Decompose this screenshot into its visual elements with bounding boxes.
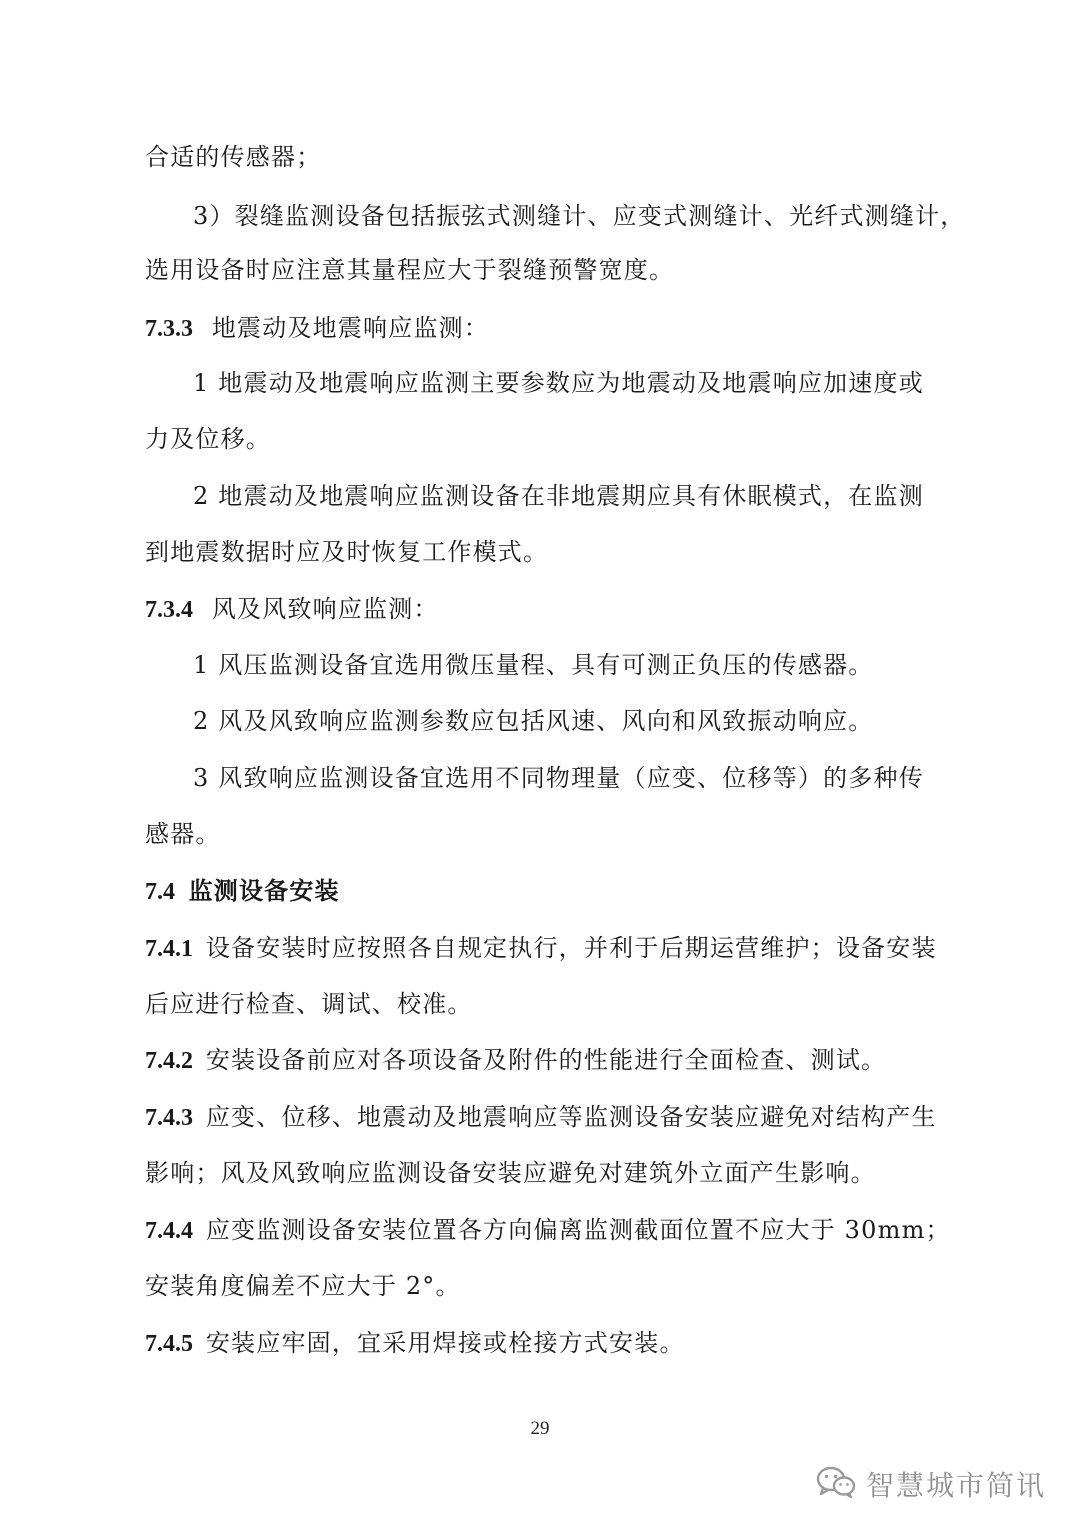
text-line: 感器。: [145, 820, 221, 848]
watermark-text: 智慧城市简讯: [865, 1469, 1046, 1502]
text-line: 1 地震动及地震响应监测主要参数应为地震动及地震响应加速度或: [193, 369, 924, 397]
text-line: 2 地震动及地震响应监测设备在非地震期应具有休眠模式，在监测: [193, 482, 924, 510]
text-line: 1 风压监测设备宜选用微压量程、具有可测正负压的传感器。: [193, 651, 874, 679]
text-line: 力及位移。: [145, 425, 271, 453]
clause-line: 7.4.3 应变、位移、地震动及地震响应等监测设备安装应避免对结构产生: [145, 1103, 937, 1131]
text-line: 3）裂缝监测设备包括振弦式测缝计、应变式测缝计、光纤式测缝计，: [193, 202, 966, 230]
text-line: 后应进行检查、调试、校准。: [145, 990, 473, 1018]
clause-number: 7.4.4: [145, 1218, 193, 1244]
clause-line: 7.4.4 应变监测设备安装位置各方向偏离监测截面位置不应大于 30mm；: [145, 1216, 951, 1244]
clause-heading: [145, 592, 945, 627]
text-line: 2 风及风致响应监测参数应包括风速、风向和风致振动响应。: [193, 707, 874, 735]
section-number: 7.4: [145, 879, 175, 905]
clause-line: 7.4.1 设备安装时应按照各自规定执行，并利于后期运营维护；设备安装: [145, 934, 937, 962]
text-line: 到地震数据时应及时恢复工作模式。: [145, 538, 549, 566]
clause-number: 7.3.3: [145, 316, 193, 342]
wechat-icon: [816, 1465, 856, 1503]
clause-heading: [145, 311, 945, 346]
section-title: 监测设备安装: [188, 876, 340, 905]
text-line: 影响；风及风致响应监测设备安装应避免对建筑外立面产生影响。: [145, 1159, 876, 1187]
section-heading: [145, 874, 945, 909]
text-line: 合适的传感器；: [145, 143, 322, 171]
text-line: 安装角度偏差不应大于 2°。: [145, 1272, 461, 1300]
page-number: 29: [530, 1418, 550, 1439]
clause-number: 7.3.4: [145, 597, 193, 623]
text-line: 选用设备时应注意其量程应大于裂缝预警宽度。: [145, 256, 675, 284]
clause-line: 7.4.2 安装设备前应对各项设备及附件的性能进行全面检查、测试。: [145, 1046, 887, 1074]
clause-number: 7.4.3: [145, 1105, 193, 1131]
text-line: 3 风致响应监测设备宜选用不同物理量（应变、位移等）的多种传: [193, 764, 924, 792]
clause-number: 7.4.5: [145, 1331, 193, 1357]
watermark: [816, 1462, 1046, 1506]
clause-number: 7.4.2: [145, 1048, 193, 1074]
clause-line: 7.4.5 安装应牢固，宜采用焊接或栓接方式安装。: [145, 1329, 685, 1357]
clause-title: 地震动及地震响应监测：: [211, 314, 490, 342]
clause-title: 风及风致响应监测：: [211, 595, 439, 623]
clause-number: 7.4.1: [145, 936, 193, 962]
